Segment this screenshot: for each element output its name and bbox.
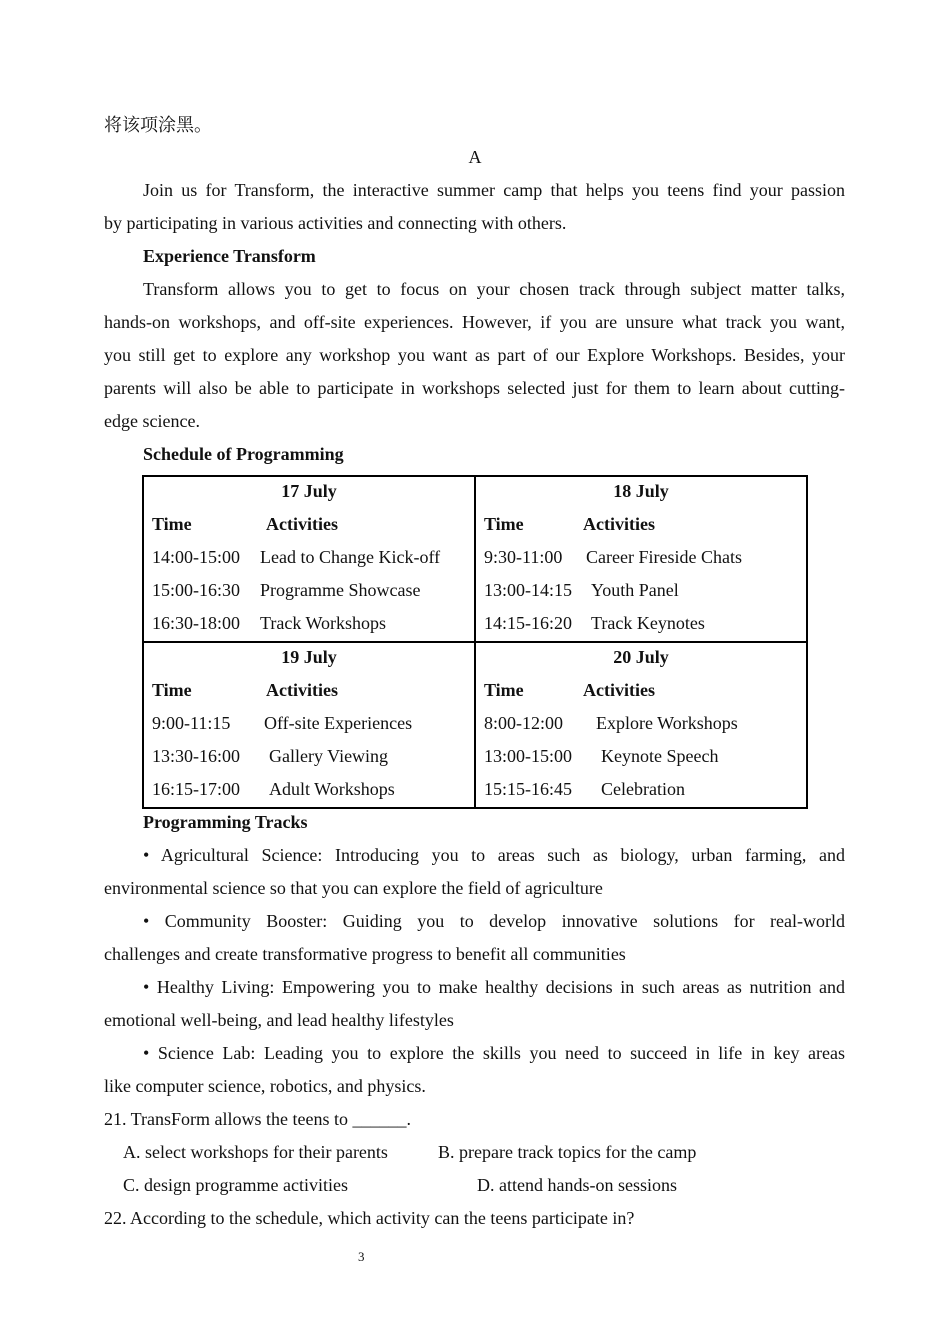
paragraph2-line5: edge science.: [104, 411, 200, 431]
paragraph2-line2: hands-on workshops, and off-site experiences. However, if you are unsure what track you want,: [104, 312, 845, 332]
row-activity: Track Keynotes: [591, 613, 705, 633]
row-time: 9:00-11:15: [152, 713, 231, 733]
track-healthy-line2: emotional well-being, and lead healthy lifestyles: [104, 1010, 454, 1030]
row-time: 13:00-15:00: [484, 746, 572, 766]
track-science-line2: like computer science, robotics, and physics.: [104, 1076, 426, 1096]
schedule-day-19-july: [143, 642, 475, 808]
section-letter: A: [468, 147, 482, 167]
day-date: 19 July: [281, 647, 337, 667]
row-time: 14:00-15:00: [152, 547, 240, 567]
activities-header: Activities: [583, 680, 655, 700]
activities-header: Activities: [266, 514, 338, 534]
time-header: Time: [484, 514, 524, 534]
row-activity: Track Workshops: [260, 613, 387, 633]
day-date: 17 July: [281, 481, 337, 501]
row-time: 16:30-18:00: [152, 613, 240, 633]
row-activity: Celebration: [601, 779, 685, 799]
paragraph1-line1: Join us for Transform, the interactive summer camp that helps you teens find your passion: [143, 180, 845, 200]
time-header: Time: [152, 680, 192, 700]
track-community-line1: • Community Booster: Guiding you to develop innovative solutions for real-world: [143, 911, 845, 931]
time-header: Time: [484, 680, 524, 700]
row-activity: Programme Showcase: [260, 580, 421, 600]
track-agricultural-line1: • Agricultural Science: Introducing you to areas such as biology, urban farming, and: [143, 845, 845, 865]
row-time: 9:30-11:00: [484, 547, 563, 567]
paragraph2-line1: Transform allows you to get to focus on your chosen track through subject matter talks,: [143, 279, 845, 299]
intro-text: 将该项涂黑。: [104, 115, 212, 135]
row-activity: Off-site Experiences: [264, 713, 413, 733]
paragraph1-line2: by participating in various activities and connecting with others.: [104, 213, 567, 233]
track-healthy-line1: • Healthy Living: Empowering you to make healthy decisions in such areas as nutrition and: [143, 977, 845, 997]
row-time: 16:15-17:00: [152, 779, 240, 799]
page-number: 3: [358, 1249, 365, 1264]
question-22-stem: 22. According to the schedule, which activity can the teens participate in?: [104, 1208, 635, 1228]
paragraph2-line3: you still get to explore any workshop you want as part of our Explore Workshops. Besides, your: [104, 345, 845, 365]
row-activity: Gallery Viewing: [269, 746, 389, 766]
row-time: 15:15-16:45: [484, 779, 572, 799]
activities-header: Activities: [583, 514, 655, 534]
row-activity: Youth Panel: [591, 580, 679, 600]
heading-experience-transform: Experience Transform: [143, 246, 316, 266]
day-date: 20 July: [613, 647, 669, 667]
track-agricultural-line2: environmental science so that you can explore the field of agriculture: [104, 878, 603, 898]
question-21-option-d[interactable]: D. attend hands-on sessions: [477, 1175, 677, 1195]
time-header: Time: [152, 514, 192, 534]
question-21-option-a[interactable]: A. select workshops for their parents: [123, 1142, 388, 1162]
question-21-option-c[interactable]: C. design programme activities: [123, 1175, 348, 1195]
row-time: 8:00-12:00: [484, 713, 563, 733]
schedule-table: [142, 475, 808, 809]
day-date: 18 July: [613, 481, 669, 501]
row-activity: Career Fireside Chats: [586, 547, 742, 567]
row-time: 13:30-16:00: [152, 746, 240, 766]
row-time: 15:00-16:30: [152, 580, 240, 600]
schedule-day-18-july: [475, 476, 807, 642]
row-activity: Keynote Speech: [601, 746, 719, 766]
row-time: 13:00-14:15: [484, 580, 572, 600]
heading-schedule: Schedule of Programming: [143, 444, 344, 464]
track-science-line1: • Science Lab: Leading you to explore the skills you need to succeed in life in key areas: [143, 1043, 845, 1063]
activities-header: Activities: [266, 680, 338, 700]
row-activity: Adult Workshops: [269, 779, 395, 799]
row-activity: Explore Workshops: [596, 713, 738, 733]
schedule-day-17-july: [143, 476, 475, 642]
row-time: 14:15-16:20: [484, 613, 572, 633]
schedule-day-20-july: [475, 642, 807, 808]
heading-programming-tracks: Programming Tracks: [143, 812, 308, 832]
track-community-line2: challenges and create transformative progress to benefit all communities: [104, 944, 626, 964]
row-activity: Lead to Change Kick-off: [260, 547, 441, 567]
question-21-option-b[interactable]: B. prepare track topics for the camp: [438, 1142, 697, 1162]
paragraph2-line4: parents will also be able to participate in workshops selected just for them to learn about cutting-: [104, 378, 845, 398]
question-21-stem: 21. TransForm allows the teens to ______.: [104, 1109, 412, 1129]
